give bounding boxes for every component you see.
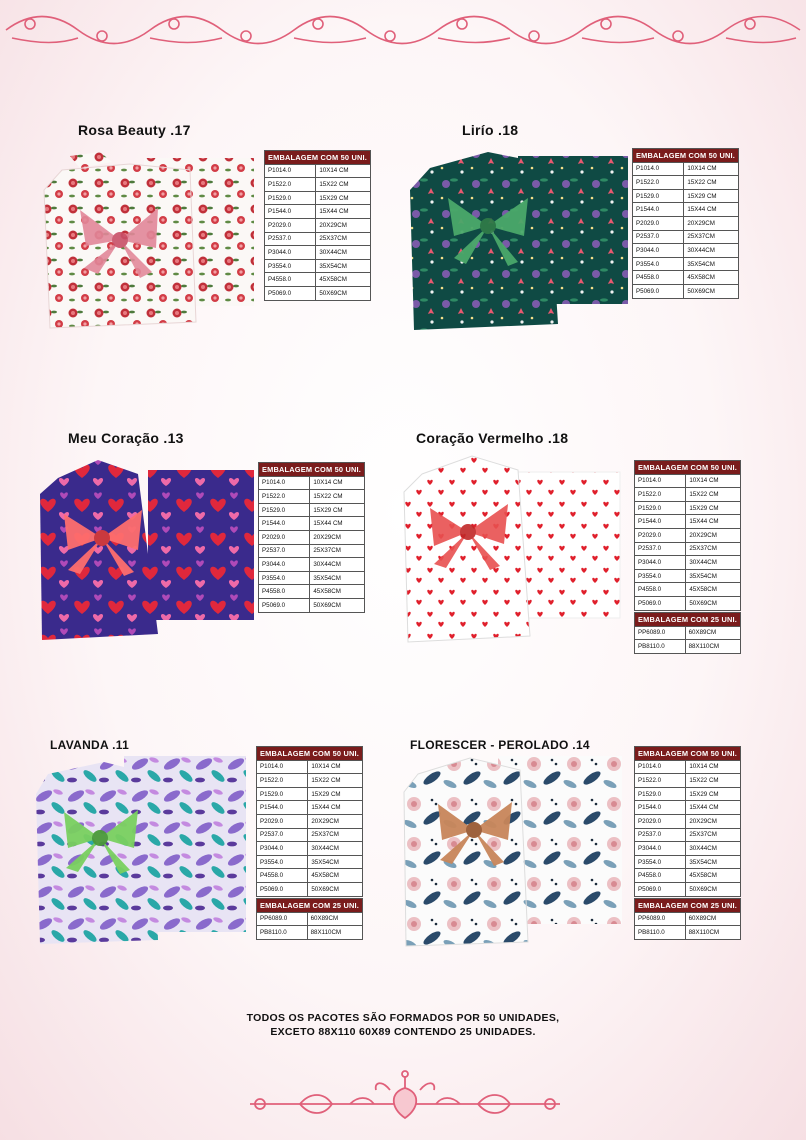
product-size: 35X54CM — [310, 571, 365, 585]
product-title: Rosa Beauty .17 — [78, 122, 191, 138]
product-size: 15X22 CM — [686, 774, 741, 788]
product-size: 25X37CM — [684, 230, 739, 244]
table-row — [635, 787, 741, 801]
product-size: 20X29CM — [686, 528, 741, 542]
table-row — [635, 828, 741, 842]
table-header: EMBALAGEM COM 25 UNI. — [635, 613, 741, 627]
product-code: P3554.0 — [633, 257, 684, 271]
table-row — [633, 176, 739, 190]
table-row — [259, 585, 365, 599]
table-row — [635, 774, 741, 788]
product-code: P1522.0 — [265, 178, 316, 192]
table-row — [633, 230, 739, 244]
product-size: 45X58CM — [308, 869, 363, 883]
table-row — [635, 842, 741, 856]
table-row — [635, 488, 741, 502]
product-size: 50X69CM — [684, 284, 739, 298]
table-row — [633, 189, 739, 203]
spec-table-25 — [634, 612, 741, 654]
table-row — [259, 558, 365, 572]
product-code: P3554.0 — [265, 259, 316, 273]
lavender-leaves-gift-bag-image — [34, 754, 246, 948]
table-row — [635, 912, 741, 926]
product-code: P4558.0 — [635, 583, 686, 597]
table-row — [259, 517, 365, 531]
table-row — [259, 476, 365, 490]
product-size: 15X29 CM — [310, 503, 365, 517]
table-row — [259, 571, 365, 585]
product-size: 10X14 CM — [686, 760, 741, 774]
table-row — [265, 259, 371, 273]
product-code: P4558.0 — [265, 273, 316, 287]
product-code: P3554.0 — [259, 571, 310, 585]
product-code: P3554.0 — [635, 569, 686, 583]
product-size: 35X54CM — [686, 569, 741, 583]
product-size: 45X58CM — [686, 583, 741, 597]
table-row — [635, 501, 741, 515]
table-row — [257, 912, 363, 926]
table-row — [635, 569, 741, 583]
product-size: 15X44 CM — [686, 801, 741, 815]
product-size: 15X44 CM — [310, 517, 365, 531]
table-row — [257, 869, 363, 883]
table-row — [257, 814, 363, 828]
product-size: 50X69CM — [308, 882, 363, 896]
product-size: 30X44CM — [686, 842, 741, 856]
table-row — [259, 503, 365, 517]
table-row — [633, 284, 739, 298]
table-row — [635, 542, 741, 556]
product-size: 60X89CM — [685, 626, 740, 640]
product-code: P1522.0 — [635, 774, 686, 788]
product-code: P4558.0 — [259, 585, 310, 599]
table-header: EMBALAGEM COM 50 UNI. — [257, 747, 363, 761]
footer-line-2: EXCETO 88X110 60X89 CONTENDO 25 UNIDADES. — [270, 1026, 536, 1038]
table-row — [635, 596, 741, 610]
product-size: 35X54CM — [686, 855, 741, 869]
table-row — [257, 842, 363, 856]
product-code: P3044.0 — [265, 246, 316, 260]
table-row — [257, 774, 363, 788]
product-size: 15X29 CM — [684, 189, 739, 203]
table-row — [635, 556, 741, 570]
product-size: 30X44CM — [684, 244, 739, 258]
product-size: 88X110CM — [685, 640, 740, 654]
spec-table-50 — [634, 746, 741, 897]
product-code: P4558.0 — [257, 869, 308, 883]
spec-table-50 — [634, 460, 741, 611]
product-code: P4558.0 — [633, 271, 684, 285]
product-size: 25X37CM — [316, 232, 371, 246]
product-size: 15X22 CM — [686, 488, 741, 502]
product-code: P1544.0 — [259, 517, 310, 531]
product-size: 15X29 CM — [686, 501, 741, 515]
product-code: P2029.0 — [259, 530, 310, 544]
product-code: P2029.0 — [635, 814, 686, 828]
table-row — [265, 178, 371, 192]
product-code: P1014.0 — [265, 164, 316, 178]
table-row — [633, 216, 739, 230]
product-size: 15X29 CM — [316, 191, 371, 205]
table-header: EMBALAGEM COM 50 UNI. — [259, 463, 365, 477]
product-size: 20X29CM — [310, 530, 365, 544]
product-code: P5069.0 — [635, 882, 686, 896]
table-row — [635, 882, 741, 896]
table-row — [635, 760, 741, 774]
product-code: P1014.0 — [635, 760, 686, 774]
table-header: EMBALAGEM COM 50 UNI. — [633, 149, 739, 163]
product-code: P1544.0 — [635, 515, 686, 529]
product-size: 20X29CM — [684, 216, 739, 230]
table-row — [635, 528, 741, 542]
spec-table-50 — [632, 148, 739, 299]
product-code: P5069.0 — [257, 882, 308, 896]
product-code: P1529.0 — [635, 501, 686, 515]
table-row — [635, 583, 741, 597]
product-size: 15X22 CM — [684, 176, 739, 190]
table-row — [635, 869, 741, 883]
product-size: 25X37CM — [310, 544, 365, 558]
product-size: 15X29 CM — [686, 787, 741, 801]
table-row — [257, 855, 363, 869]
product-code: P1014.0 — [257, 760, 308, 774]
product-code: P1544.0 — [633, 203, 684, 217]
product-size: 25X37CM — [686, 828, 741, 842]
product-title: LAVANDA .11 — [50, 738, 130, 752]
spec-table-50 — [256, 746, 363, 897]
product-code: P1529.0 — [259, 503, 310, 517]
product-size: 20X29CM — [316, 218, 371, 232]
product-size: 30X44CM — [686, 556, 741, 570]
product-size: 10X14 CM — [308, 760, 363, 774]
table-row — [265, 273, 371, 287]
product-size: 15X22 CM — [308, 774, 363, 788]
product-code: P2029.0 — [633, 216, 684, 230]
table-row — [257, 926, 363, 940]
table-row — [259, 544, 365, 558]
product-size: 30X44CM — [308, 842, 363, 856]
table-header: EMBALAGEM COM 50 UNI. — [635, 747, 741, 761]
product-code: P2029.0 — [257, 814, 308, 828]
product-size: 15X29 CM — [308, 787, 363, 801]
table-header: EMBALAGEM COM 25 UNI. — [635, 899, 741, 913]
top-ornament-border — [0, 8, 806, 48]
table-row — [635, 926, 741, 940]
product-code: P5069.0 — [633, 284, 684, 298]
product-code: P1529.0 — [257, 787, 308, 801]
hearts-pattern-gift-bag-image — [38, 454, 254, 642]
table-row — [265, 218, 371, 232]
product-code: P1522.0 — [635, 488, 686, 502]
product-code: P2029.0 — [265, 218, 316, 232]
product-size: 45X58CM — [684, 271, 739, 285]
table-row — [259, 598, 365, 612]
product-size: 20X29CM — [686, 814, 741, 828]
product-code: P1529.0 — [265, 191, 316, 205]
product-code: P1544.0 — [257, 801, 308, 815]
product-code: P3044.0 — [257, 842, 308, 856]
product-size: 15X22 CM — [316, 178, 371, 192]
product-code: PP6089.0 — [635, 912, 686, 926]
product-size: 35X54CM — [684, 257, 739, 271]
product-code: P4558.0 — [635, 869, 686, 883]
table-row — [635, 855, 741, 869]
table-header: EMBALAGEM COM 50 UNI. — [265, 151, 371, 165]
table-row — [259, 490, 365, 504]
product-code: P3044.0 — [259, 558, 310, 572]
spec-table-25 — [256, 898, 363, 940]
product-code: PB8110.0 — [635, 640, 686, 654]
product-size: 45X58CM — [310, 585, 365, 599]
table-row — [635, 801, 741, 815]
rose-pattern-gift-bag-image — [40, 150, 254, 332]
product-size: 50X69CM — [316, 286, 371, 300]
product-title: Lirío .18 — [462, 122, 519, 138]
bottom-ornament-icon — [240, 1068, 570, 1128]
table-row — [257, 882, 363, 896]
product-size: 15X44 CM — [308, 801, 363, 815]
product-code: P3044.0 — [635, 556, 686, 570]
product-size: 25X37CM — [308, 828, 363, 842]
product-code: PB8110.0 — [635, 926, 686, 940]
table-row — [635, 814, 741, 828]
product-code: P3554.0 — [635, 855, 686, 869]
table-row — [635, 474, 741, 488]
table-row — [633, 162, 739, 176]
product-code: P2537.0 — [635, 542, 686, 556]
product-size: 60X89CM — [307, 912, 362, 926]
product-size: 20X29CM — [308, 814, 363, 828]
spec-table-50 — [264, 150, 371, 301]
product-code: P2537.0 — [259, 544, 310, 558]
product-code: P1522.0 — [633, 176, 684, 190]
red-hearts-gift-bag-image — [402, 452, 630, 644]
footer-note — [0, 1011, 806, 1039]
product-code: PP6089.0 — [635, 626, 686, 640]
product-code: P2029.0 — [635, 528, 686, 542]
product-code: PP6089.0 — [257, 912, 308, 926]
product-code: P1014.0 — [259, 476, 310, 490]
product-size: 15X22 CM — [310, 490, 365, 504]
product-code: P5069.0 — [265, 286, 316, 300]
table-row — [265, 286, 371, 300]
product-size: 30X44CM — [316, 246, 371, 260]
product-code: P5069.0 — [259, 598, 310, 612]
product-size: 10X14 CM — [686, 474, 741, 488]
table-header: EMBALAGEM COM 50 UNI. — [635, 461, 741, 475]
product-size: 45X58CM — [316, 273, 371, 287]
product-code: P1544.0 — [265, 205, 316, 219]
product-size: 50X69CM — [310, 598, 365, 612]
lily-pattern-gift-bag-image — [408, 146, 628, 336]
product-code: PB8110.0 — [257, 926, 308, 940]
product-title: FLORESCER - PEROLADO .14 — [410, 738, 590, 752]
product-size: 45X58CM — [686, 869, 741, 883]
product-size: 30X44CM — [310, 558, 365, 572]
spec-table-50 — [258, 462, 365, 613]
table-header: EMBALAGEM COM 25 UNI. — [257, 899, 363, 913]
product-size: 15X44 CM — [686, 515, 741, 529]
table-row — [633, 244, 739, 258]
product-code: P2537.0 — [635, 828, 686, 842]
product-size: 10X14 CM — [684, 162, 739, 176]
table-row — [259, 530, 365, 544]
table-row — [265, 191, 371, 205]
product-size: 10X14 CM — [316, 164, 371, 178]
table-row — [635, 640, 741, 654]
footer-line-1: TODOS OS PACOTES SÃO FORMADOS POR 50 UNIDADES, — [246, 1012, 560, 1024]
table-row — [635, 515, 741, 529]
product-size: 15X44 CM — [316, 205, 371, 219]
table-row — [265, 164, 371, 178]
table-row — [257, 760, 363, 774]
product-code: P2537.0 — [633, 230, 684, 244]
product-code: P1544.0 — [635, 801, 686, 815]
product-title: Coração Vermelho .18 — [416, 430, 569, 446]
table-row — [257, 828, 363, 842]
product-size: 88X110CM — [685, 926, 740, 940]
product-code: P5069.0 — [635, 596, 686, 610]
product-size: 10X14 CM — [310, 476, 365, 490]
table-row — [635, 626, 741, 640]
product-code: P2537.0 — [265, 232, 316, 246]
spec-table-25 — [634, 898, 741, 940]
table-row — [265, 205, 371, 219]
table-row — [633, 257, 739, 271]
product-code: P3044.0 — [635, 842, 686, 856]
product-size: 35X54CM — [316, 259, 371, 273]
product-size: 25X37CM — [686, 542, 741, 556]
product-size: 88X110CM — [307, 926, 362, 940]
table-row — [265, 246, 371, 260]
product-code: P3554.0 — [257, 855, 308, 869]
table-row — [633, 271, 739, 285]
product-title: Meu Coração .13 — [68, 430, 184, 446]
product-size: 35X54CM — [308, 855, 363, 869]
product-size: 50X69CM — [686, 596, 741, 610]
product-code: P1014.0 — [635, 474, 686, 488]
table-row — [633, 203, 739, 217]
product-code: P1014.0 — [633, 162, 684, 176]
product-code: P1522.0 — [257, 774, 308, 788]
product-size: 60X89CM — [685, 912, 740, 926]
product-size: 15X44 CM — [684, 203, 739, 217]
florescer-flowers-gift-bag-image — [402, 752, 630, 948]
product-size: 50X69CM — [686, 882, 741, 896]
product-code: P2537.0 — [257, 828, 308, 842]
product-code: P1522.0 — [259, 490, 310, 504]
product-code: P1529.0 — [633, 189, 684, 203]
table-row — [257, 801, 363, 815]
product-code: P1529.0 — [635, 787, 686, 801]
table-row — [257, 787, 363, 801]
product-code: P3044.0 — [633, 244, 684, 258]
table-row — [265, 232, 371, 246]
